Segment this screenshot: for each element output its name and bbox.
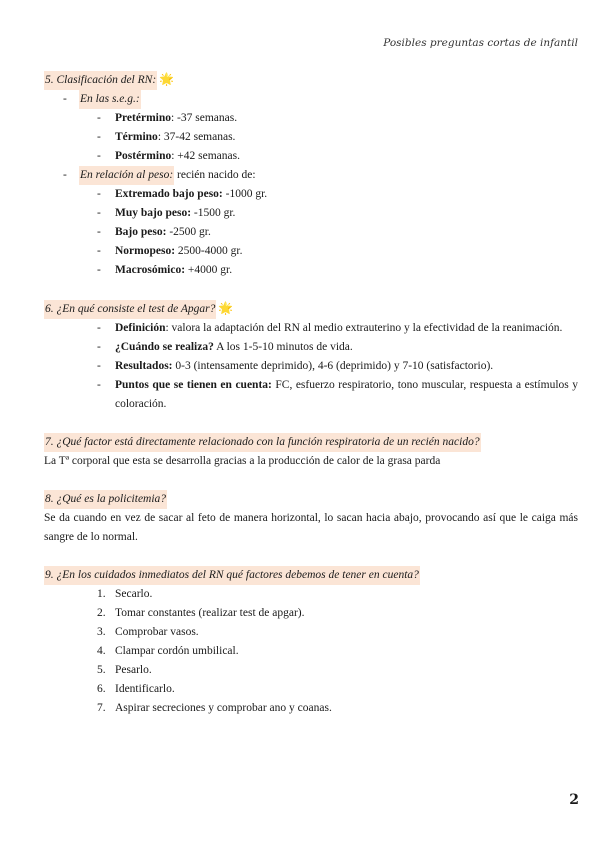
list-item: - Postérmino: +42 semanas. <box>97 150 240 162</box>
page-number: 2 <box>569 792 579 808</box>
list-item: - Definición: valora la adaptación del RN al medio extrauterino y la efectividad de la reanimación. <box>97 322 563 334</box>
list-item: - Normopeso: 2500-4000 gr. <box>97 245 243 257</box>
q5-group1-label: En las s.e.g.: <box>79 90 141 109</box>
q7-answer: La Tª corporal que esta se desarrolla gracias a la producción de calor de la grasa parda <box>44 455 441 467</box>
list-item: 2. Tomar constantes (realizar test de apgar). <box>97 607 305 619</box>
list-item: - Extremado bajo peso: -1000 gr. <box>97 188 268 200</box>
star-icon: 🌟 <box>218 301 234 315</box>
star-icon: 🌟 <box>159 72 175 86</box>
page-header: Posibles preguntas cortas de infantil <box>383 37 578 49</box>
q6-heading <box>44 299 578 319</box>
q7-heading <box>44 433 578 452</box>
document-body <box>44 70 578 718</box>
q9-heading <box>44 566 578 585</box>
q5-heading <box>44 70 578 90</box>
list-item: - Macrosómico: +4000 gr. <box>97 264 233 276</box>
list-item: - Muy bajo peso: -1500 gr. <box>97 207 236 219</box>
list-item: 1. Secarlo. <box>97 588 153 600</box>
list-item: - Resultados: 0-3 (intensamente deprimido), 4-6 (deprimido) y 7-10 (satisfactorio). <box>97 360 494 372</box>
list-item: 3. Comprobar vasos. <box>97 626 199 638</box>
q5-group2-label: En relación al peso: <box>79 166 174 185</box>
list-item: 4. Clampar cordón umbilical. <box>97 645 239 657</box>
q6-title: 6. ¿En qué consiste el test de Apgar? <box>44 300 216 319</box>
list-item: - Pretérmino: -37 semanas. <box>97 112 238 124</box>
q7-title: 7. ¿Qué factor está directamente relacionado con la función respiratoria de un recién nacido? <box>44 433 481 452</box>
q5-group1-label-row: - En las s.e.g.: <box>63 90 578 109</box>
list-item: 6. Identificarlo. <box>97 683 175 695</box>
q8-heading <box>44 490 578 509</box>
q8-title: 8. ¿Qué es la policitemia? <box>44 490 167 509</box>
list-item: - Puntos que se tienen en cuenta: FC, esfuerzo respiratorio, tono muscular, respuesta a estímulos y coloración. <box>97 379 579 410</box>
list-item: - Término: 37-42 semanas. <box>97 131 236 143</box>
list-item: 5. Pesarlo. <box>97 664 152 676</box>
q9-title: 9. ¿En los cuidados inmediatos del RN qué factores debemos de tener en cuenta? <box>44 566 420 585</box>
list-item: 7. Aspirar secreciones y comprobar ano y coanas. <box>97 702 332 714</box>
list-item: - Bajo peso: -2500 gr. <box>97 226 211 238</box>
q5-title: 5. Clasificación del RN: <box>44 71 157 90</box>
q8-answer: Se da cuando en vez de sacar al feto de manera horizontal, lo sacan hacia abajo, provocando así que le caiga más sangre de lo normal. <box>44 512 578 543</box>
list-item: - ¿Cuándo se realiza? A los 1-5-10 minutos de vida. <box>97 341 353 353</box>
q5-group2-label-row: - En relación al peso: recién nacido de: <box>63 166 578 185</box>
